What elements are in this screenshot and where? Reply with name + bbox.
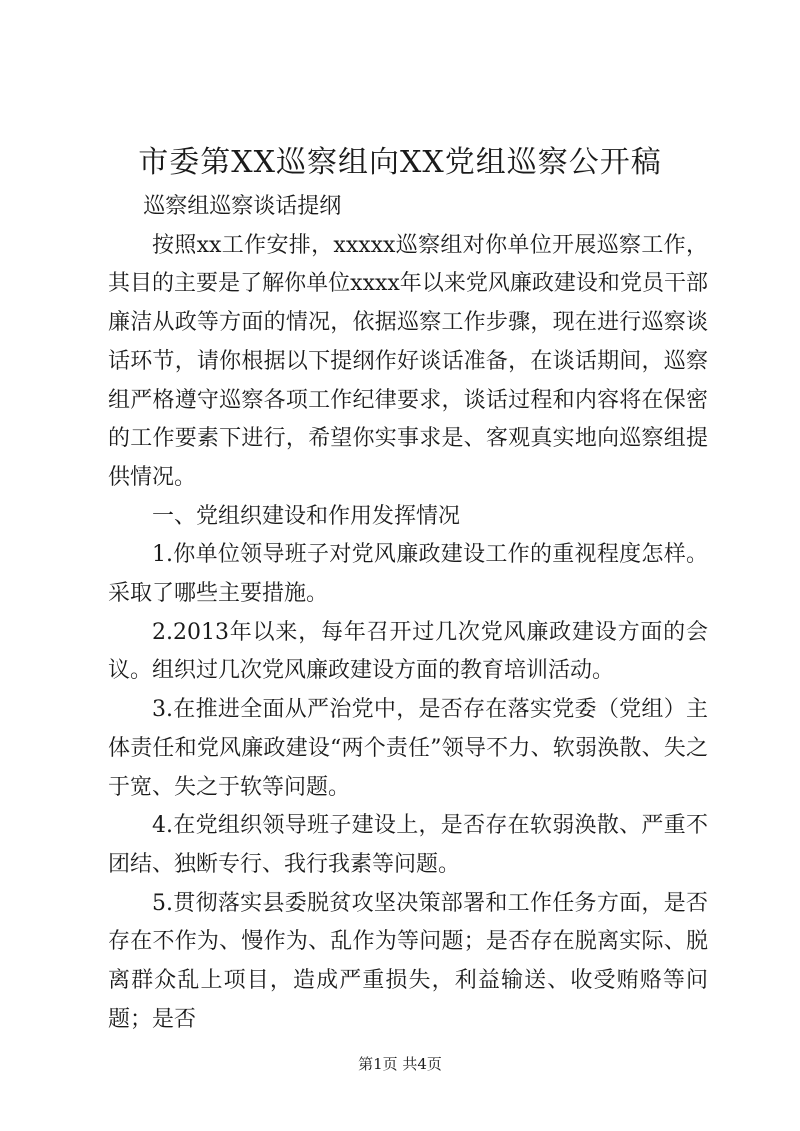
list-item: 2.2013年以来，每年召开过几次党风廉政建设方面的会议。组织过几次党风廉政建设方面的教育培训活动。 <box>108 619 708 684</box>
document-title: 市委第XX巡察组向XX党组巡察公开稿 <box>138 145 662 180</box>
section-heading: 一、党组织建设和作用发挥情况 <box>152 503 461 529</box>
list-item: 3.在推进全面从严治党中，是否存在落实党委（党组）主体责任和党风廉政建设“两个责任”领导不力、软弱涣散、失之于宽、失之于软等问题。 <box>108 697 708 800</box>
document-body <box>108 188 708 1039</box>
page-footer: 第1页 共4页 <box>358 1055 442 1073</box>
list-item: 5.贯彻落实县委脱贫攻坚决策部署和工作任务方面，是否存在不作为、慢作为、乱作为等问题；是否存在脱离实际、脱离群众乱上项目，造成严重损失，利益输送、收受贿赂等问题；是否 <box>108 890 708 1032</box>
list-item: 1.你单位领导班子对党风廉政建设工作的重视程度怎样。采取了哪些主要措施。 <box>108 542 708 607</box>
intro-paragraph: 按照xx工作安排，xxxxx巡察组对你单位开展巡察工作，其目的主要是了解你单位xxxx年以来党风廉政建设和党员干部廉洁从政等方面的情况，依据巡察工作步骤，现在进行巡察谈话环节，请你根据以下提纲作好谈话准备，在谈话期间，巡察组严格遵守巡察各项工作纪律要求，谈话过程和内容将在保密的工作要素下进行，希望你实事求是、客观真实地向巡察组提供情况。 <box>108 232 708 490</box>
document-subtitle: 巡察组巡察谈话提纲 <box>143 194 342 219</box>
list-item: 4.在党组织领导班子建设上，是否存在软弱涣散、严重不团结、独断专行、我行我素等问题。 <box>108 813 708 877</box>
